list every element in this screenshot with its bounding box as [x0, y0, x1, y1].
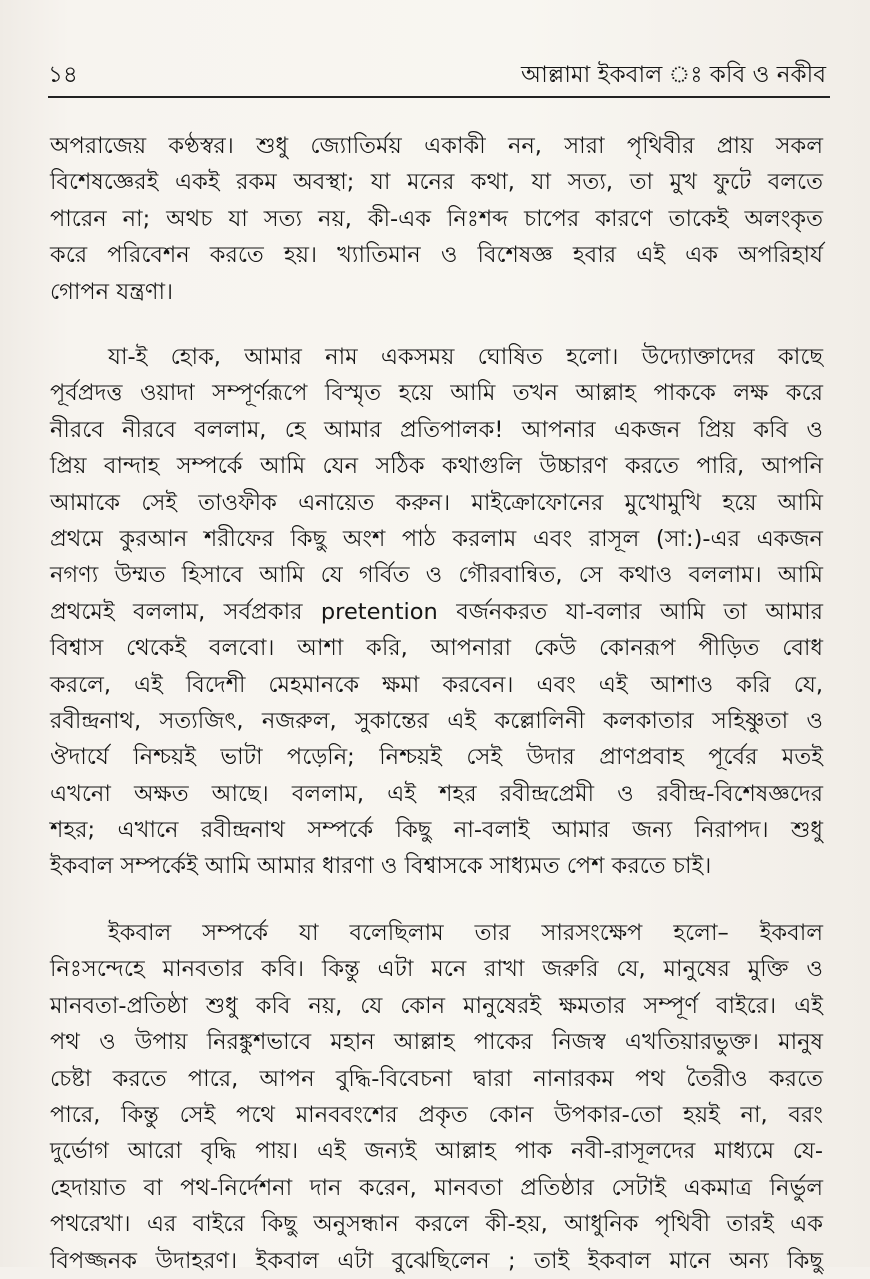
text-line: করে পরিবেশন করতে হয়। খ্যাতিমান ও বিশেষজ্ঞ হবার এই এক অপরিহার্য	[50, 242, 823, 269]
text-line: গোপন যন্ত্রণা।	[50, 278, 174, 305]
text-line: ঔদার্যে নিশ্চয়ই ভাটা পড়েনি; নিশ্চয়ই সেই উদার প্রাণপ্রবাহ পূর্বের মতই	[50, 744, 823, 771]
text-line: প্রথমেই বললাম, সর্বপ্রকার pretention বর্জনকরত যা-বলার আমি তা আমার	[50, 598, 823, 625]
text-line: এখনো অক্ষত আছে। বললাম, এই শহর রবীন্দ্রপ্রেমী ও রবীন্দ্র-বিশেষজ্ঞদের	[50, 780, 823, 807]
text-line: চেষ্টা করতে পারে, আপন বুদ্ধি-বিবেচনা দ্বারা নানারকম পথ তৈরীও করতে	[50, 1065, 823, 1092]
text-line: নীরবে নীরবে বললাম, হে আমার প্রতিপালক! আপনার একজন প্রিয় কবি ও	[50, 416, 823, 443]
text-line: হেদায়াত বা পথ-নির্দেশনা দান করেন, মানবতা প্রতিষ্ঠার সেটাই একমাত্র নির্ভুল	[50, 1174, 823, 1201]
text-line: করলে, এই বিদেশী মেহমানকে ক্ষমা করবেন। এবং এই আশাও করি যে,	[50, 671, 823, 698]
text-line: নিঃসন্দেহে মানবতার কবি। কিন্তু এটা মনে রাখা জরুরি যে, মানুষের মুক্তি ও	[50, 956, 823, 983]
show-through-text	[50, 104, 820, 125]
text-line: আমাকে সেই তাওফীক এনায়েত করুন। মাইক্রোফোনের মুখোমুখি হয়ে আমি	[50, 489, 823, 516]
text-line: পথরেখা। এর বাইরে কিছু অনুসন্ধান করলে কী-হয়, আধুনিক পৃথিবী তারই এক	[50, 1211, 823, 1238]
text-line: বিপজ্জনক উদাহরণ। ইকবাল এটা বুঝেছিলেন ; তাই ইকবাল মানে অন্য কিছু	[50, 1247, 823, 1274]
text-line: অপরাজেয় কণ্ঠস্বর। শুধু জ্যোতির্ময় একাকী নন, সারা পৃথিবীর প্রায় সকল	[50, 133, 823, 159]
text-line: প্রথমে কুরআন শরীফের কিছু অংশ পাঠ করলাম এবং রাসূল (সা:)-এর একজন	[50, 525, 823, 552]
text-line: যা-ই হোক, আমার নাম একসময় ঘোষিত হলো। উদ্যোক্তাদের কাছে	[108, 344, 823, 370]
text-line: ইকবাল সম্পর্কেই আমি আমার ধারণা ও বিশ্বাসকে সাধ্যমত পেশ করতে চাই।	[50, 853, 712, 880]
paragraph-3	[50, 915, 823, 1279]
text-line: বিশেষজ্ঞেরই একই রকম অবস্থা; যা মনের কথা, যা সত্য, তা মুখ ফুটে বলতে	[50, 169, 823, 196]
header-rule	[48, 96, 830, 98]
text-line: মানবতা-প্রতিষ্ঠা শুধু কবি নয়, যে কোন মানুষেরই ক্ষমতার সম্পূর্ণ বাইরে। এই	[50, 992, 823, 1019]
text-line: প্রিয় বান্দাহ সম্পর্কে আমি যেন সঠিক কথাগুলি উচ্চারণ করতে পারি, আপনি	[50, 453, 823, 480]
text-line: দুর্ভোগ আরো বৃদ্ধি পায়। এই জন্যই আল্লাহ পাক নবী-রাসূলদের মাধ্যমে যে-	[50, 1138, 823, 1165]
page-number: ১৪	[48, 62, 78, 88]
text-line: পারে, কিন্তু সেই পথে মানববংশের প্রকৃত কোন উপকার-তো হয়ই না, বরং	[50, 1101, 823, 1128]
paragraph-1	[50, 128, 823, 310]
text-line: পূর্বপ্রদত্ত ওয়াদা সম্পূর্ণরূপে বিস্মৃত হয়ে আমি তখন আল্লাহ পাককে লক্ষ করে	[50, 380, 823, 407]
text-line: শহর; এখানে রবীন্দ্রনাথ সম্পর্কে কিছু না-বলাই আমার জন্য নিরাপদ। শুধু	[50, 817, 823, 844]
paragraph-2	[50, 339, 823, 885]
page-header	[48, 58, 826, 92]
text-line: নগণ্য উম্মত হিসাবে আমি যে গর্বিত ও গৌরবান্বিত, সে কথাও বললাম। আমি	[50, 562, 823, 589]
running-title: আল্লামা ইকবাল ঃ কবি ও নকীব	[521, 62, 826, 88]
text-line: ইকবাল সম্পর্কে যা বলেছিলাম তার সারসংক্ষেপ হলো– ইকবাল	[108, 920, 823, 946]
text-line: পারেন না; অথচ যা সত্য নয়, কী-এক নিঃশব্দ চাপের কারণে তাকেই অলংকৃত	[50, 205, 823, 232]
text-line: বিশ্বাস থেকেই বলবো। আশা করি, আপনারা কেউ কোনরূপ পীড়িত বোধ	[50, 635, 823, 662]
text-line: পথ ও উপায় নিরঙ্কুশভাবে মহান আল্লাহ পাকের নিজস্ব এখতিয়ারভুক্ত। মানুষ	[50, 1029, 823, 1056]
text-line: রবীন্দ্রনাথ, সত্যজিৎ, নজরুল, সুকান্তের এই কল্লোলিনী কলকাতার সহিষ্ণুতা ও	[50, 707, 823, 734]
